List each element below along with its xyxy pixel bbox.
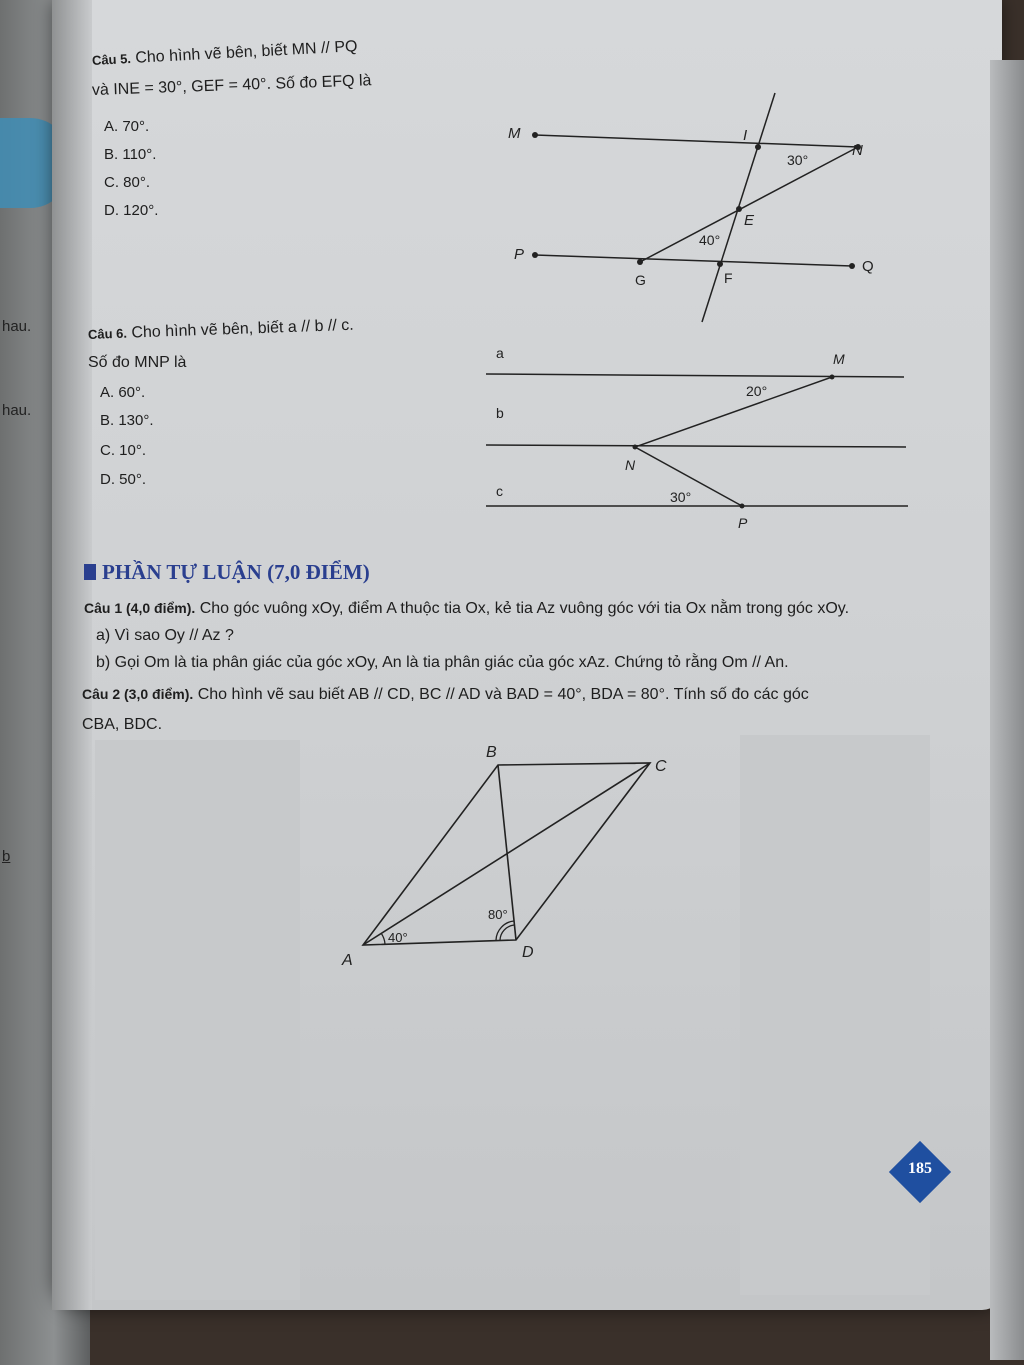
essay-q1-part-a: a) Vì sao Oy // Az ? — [96, 627, 234, 644]
q6-option-d[interactable]: D. 50°. — [100, 471, 147, 488]
line-mn — [535, 135, 858, 147]
point-n — [633, 445, 638, 450]
essay-q2-label: Câu 2 (3,0 điểm). — [82, 686, 194, 702]
q6-figure — [480, 340, 910, 535]
essay-q1-text: Cho góc vuông xOy, điểm A thuộc tia Ox, kẻ tia Az vuông góc với tia Ox nằm trong góc xOy. — [199, 600, 850, 617]
point-m — [532, 132, 538, 138]
angle-label-80: 80° — [488, 907, 508, 922]
q5-label: Câu 5. — [91, 50, 132, 68]
angle-mark-a — [381, 933, 385, 944]
point-f — [717, 261, 723, 267]
line-b — [486, 445, 906, 447]
label-a: a — [496, 345, 504, 361]
label-d: D — [522, 944, 534, 961]
essay-q2-text: Cho hình vẽ sau biết AB // CD, BC // AD và BAD = 40°, BDA = 80°. Tính số đo các góc — [197, 686, 809, 703]
label-m: M — [833, 351, 845, 367]
label-i: I — [743, 127, 748, 144]
label-b: B — [486, 744, 497, 761]
essay-q1 — [84, 600, 849, 618]
q5-option-d[interactable]: D. 120°. — [104, 202, 159, 219]
segment-ng — [640, 147, 858, 262]
label-n: N — [625, 457, 636, 473]
label-f: F — [724, 270, 733, 286]
q6-option-b[interactable]: B. 130°. — [100, 412, 154, 429]
label-c: c — [496, 483, 503, 499]
margin-word: hau. — [2, 402, 32, 419]
point-q — [849, 263, 855, 269]
page-number: 185 — [908, 1160, 932, 1177]
essay-heading — [84, 560, 370, 585]
line-a — [486, 374, 904, 377]
background-panel — [740, 735, 930, 1295]
point-i — [755, 144, 761, 150]
angle-label-30: 30° — [787, 152, 809, 168]
point-e — [736, 206, 742, 212]
essay-q2-line2: CBA, BDC. — [82, 716, 163, 733]
margin-word: hau. — [2, 318, 32, 335]
essay-heading-text: PHẦN TỰ LUẬN (7,0 ĐIỂM) — [102, 560, 370, 584]
q5-option-a[interactable]: A. 70°. — [104, 118, 150, 135]
label-p: P — [514, 246, 525, 263]
q2-parallelogram-figure — [330, 735, 700, 975]
essay-q2 — [82, 686, 809, 704]
q5-stem-text: Cho hình vẽ bên, biết MN // PQ — [134, 38, 358, 67]
q5-option-c[interactable]: C. 80°. — [104, 174, 151, 191]
label-n: N — [852, 142, 863, 159]
label-q: Q — [862, 258, 874, 275]
point-g — [637, 259, 643, 265]
point-p — [740, 504, 745, 509]
page-spine-shadow — [52, 0, 92, 1310]
q6-stem-text: Cho hình vẽ bên, biết a // b // c. — [131, 316, 354, 342]
label-m: M — [508, 125, 521, 142]
page-edge — [990, 60, 1024, 1360]
angle-label-30: 30° — [670, 489, 692, 505]
q5-option-b[interactable]: B. 110°. — [104, 146, 157, 163]
label-p: P — [738, 515, 748, 531]
background-panel — [95, 740, 300, 1300]
label-a: A — [342, 952, 353, 969]
q6-option-c[interactable]: C. 10°. — [100, 442, 147, 459]
point-m — [830, 375, 835, 380]
segment-mn — [635, 377, 832, 447]
label-g: G — [635, 272, 646, 288]
label-e: E — [744, 212, 755, 229]
q6-stem-line2: Số đo MNP là — [88, 354, 187, 371]
heading-bar — [84, 564, 96, 580]
angle-label-40: 40° — [388, 930, 408, 945]
point-p — [532, 252, 538, 258]
line-pq — [535, 255, 852, 266]
q6-option-a[interactable]: A. 60°. — [100, 384, 146, 401]
q5-figure — [490, 85, 890, 330]
margin-mark: b — [2, 848, 11, 865]
label-b: b — [496, 405, 504, 421]
angle-label-20: 20° — [746, 383, 768, 399]
q6-label: Câu 6. — [87, 325, 128, 342]
angle-label-40: 40° — [699, 232, 721, 248]
label-c: C — [655, 758, 667, 775]
angle-mark-d-outer — [496, 921, 514, 940]
q5-stem-line2: và INE = 30°, GEF = 40°. Số đo EFQ là — [91, 72, 372, 99]
essay-q1-label: Câu 1 (4,0 điểm). — [84, 600, 196, 616]
essay-q1-part-b: b) Gọi Om là tia phân giác của góc xOy, An là tia phân giác của góc xAz. Chứng tỏ rằng Om // An. — [96, 654, 789, 671]
